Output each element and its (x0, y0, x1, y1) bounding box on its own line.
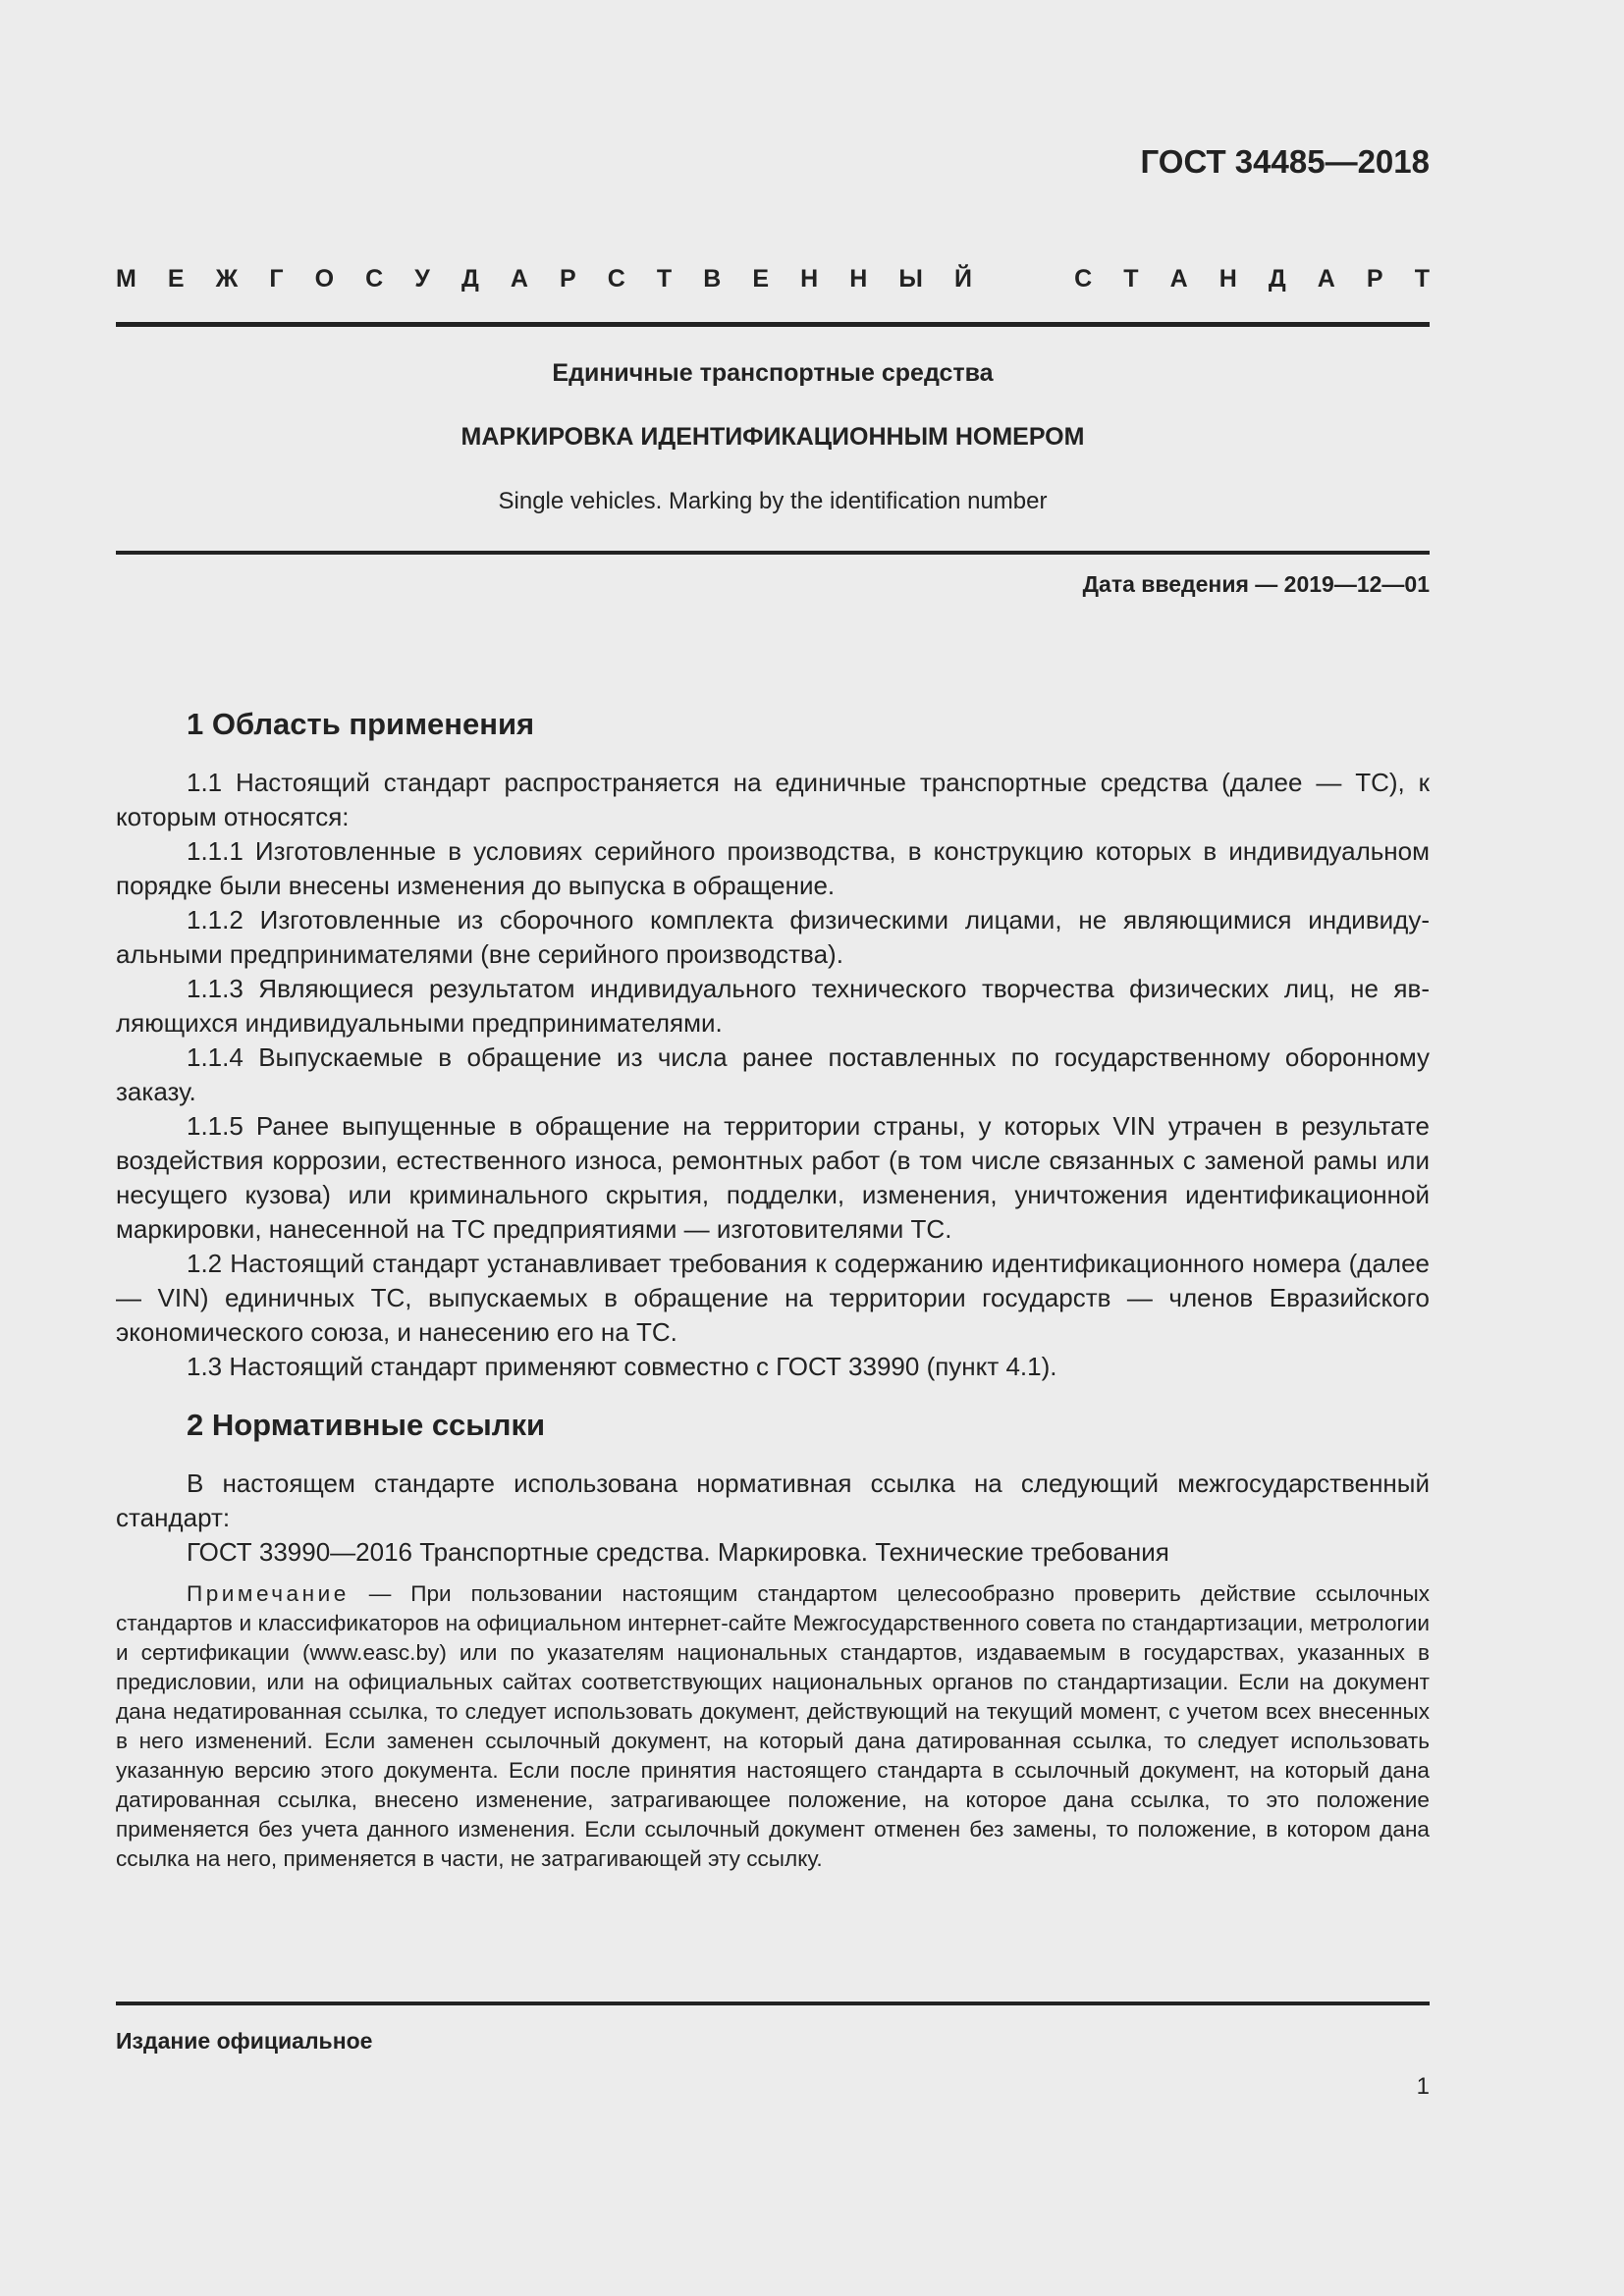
standard-type-letter: С (1074, 265, 1093, 293)
standard-type-letter: С (607, 265, 625, 293)
note (116, 1579, 1430, 1874)
header-divider (116, 322, 1430, 327)
paragraph: 1.1 Настоящий стандарт распространяется на единичные транспортные средства (далее — ТС), к которым относятся: (116, 768, 1430, 831)
section-title-normative-references: 2 Нормативные ссылки (187, 1408, 546, 1442)
note-label: Примечание (187, 1581, 350, 1606)
paragraph: 1.2 Настоящий стандарт устанавливает требования к содержанию идентификационного номера (далее — VIN) единичных ТС, выпускаемых в обращение на территории государств — членов Евразийского экономического союза, и нанесению его на ТС. (116, 1249, 1430, 1347)
standard-type-letter: А (1317, 265, 1335, 293)
paragraph: 1.1.4 Выпускаемые в обращение из числа ранее поставленных по государственному оборонному заказу. (116, 1042, 1430, 1106)
footer-divider (116, 2002, 1430, 2005)
title-divider (116, 551, 1430, 555)
standard-type-letter: Р (559, 265, 576, 293)
paragraph: 1.1.5 Ранее выпущенные в обращение на территории страны, у которых VIN утрачен в результате воздействия коррозии, естественного износа, ремонтных работ (в том числе связанных с заменой рамы или несущего кузова) или криминального скрытия, подделки, изменения, уничтожения идентификационной маркировки, нанесенной на ТС предприятиями — изготовителями ТС. (116, 1111, 1430, 1244)
standard-type-letter: Ж (215, 265, 239, 293)
section-title-scope: 1 Область применения (187, 707, 535, 741)
page-number: 1 (1416, 2073, 1430, 2100)
document-title-en: Single vehicles. Marking by the identification number (498, 488, 1048, 514)
document-title-ru: Единичные транспортные средства (552, 359, 994, 387)
standard-type-letter: У (414, 265, 430, 293)
standard-type-letter: Т (1123, 265, 1139, 293)
standard-type-letter: Т (656, 265, 673, 293)
standard-type-letter: А (510, 265, 528, 293)
standard-type-letter: Е (752, 265, 770, 293)
note-text: — При пользовании настоящим стандартом целесообразно проверить действие ссылочных стандартов и классификаторов на официальном интернет-сайте Межгосударственного совета по стандартизации, метрологии и сертификации (www.easc.by) или по указателям национальных стандартов, издаваемым в государствах, указанных в предисловии, или на официальных сайтах соответствующих национальных органов по стандартизации. Если на документ дана недатированная ссылка, то следует использовать документ, действующий на текущий момент, с учетом всех внесенных в него изменений. Если заменен ссылочный документ, на который дана датированная ссылка, то следует использовать указанную версию этого документа. Если после принятия настоящего стандарта в ссылочный документ, на который дана датированная ссылка, внесено изменение, затрагивающее положение, на которое дана ссылка, то это положение применяется без учета данного изменения. Если ссылочный документ отменен без замены, то положение, в котором дана ссылка на него, применяется в части, не затрагивающей эту ссылку. (116, 1581, 1430, 1871)
document-code: ГОСТ 34485—2018 (1140, 143, 1430, 180)
standard-type-letter: А (1169, 265, 1188, 293)
standard-type-letter: Д (460, 265, 479, 293)
paragraph: 1.1.3 Являющиеся результатом индивидуального технического творчества физических лиц, не являющихся индивидуальными предпринимателями. (116, 974, 1430, 1038)
standard-type-letter: М (116, 265, 136, 293)
standard-type-letter: Й (953, 265, 972, 293)
paragraph: 1.3 Настоящий стандарт применяют совместно с ГОСТ 33990 (пункт 4.1). (187, 1352, 1057, 1381)
normative-reference: ГОСТ 33990—2016 Транспортные средства. Маркировка. Технические требования (187, 1537, 1169, 1567)
standard-type-letter: О (314, 265, 335, 293)
standard-type-letter: Е (167, 265, 185, 293)
standard-type-letter: С (365, 265, 384, 293)
standard-type-letter: Ы (898, 265, 923, 293)
standard-type-letter: Г (269, 265, 284, 293)
standard-type-letter: В (703, 265, 722, 293)
document-title-caps: МАРКИРОВКА ИДЕНТИФИКАЦИОННЫМ НОМЕРОМ (460, 423, 1085, 451)
document-body (116, 705, 1430, 1874)
standard-type-letter: Т (1414, 265, 1430, 293)
standard-type-heading (116, 265, 1430, 294)
standard-type-letter: Р (1366, 265, 1383, 293)
word-gap (1003, 265, 1043, 294)
paragraph: В настоящем стандарте использована нормативная ссылка на следующий межгосударственный стандарт: (116, 1468, 1430, 1532)
standard-type-letter: Н (800, 265, 819, 293)
official-edition-label: Издание официальное (116, 2028, 373, 2054)
paragraph: 1.1.2 Изготовленные из сборочного комплекта физическими лицами, не являющимися индивидуальными предпринимателями (вне серийного производства). (116, 905, 1430, 969)
introduction-date: Дата введения — 2019—12—01 (1082, 571, 1430, 597)
paragraph: 1.1.1 Изготовленные в условиях серийного производства, в конструкцию которых в индивидуальном порядке были внесены изменения до выпуска в обращение. (116, 836, 1430, 900)
standard-type-letter: Н (1218, 265, 1237, 293)
standard-type-letter: Д (1268, 265, 1286, 293)
standard-type-letter: Н (849, 265, 868, 293)
